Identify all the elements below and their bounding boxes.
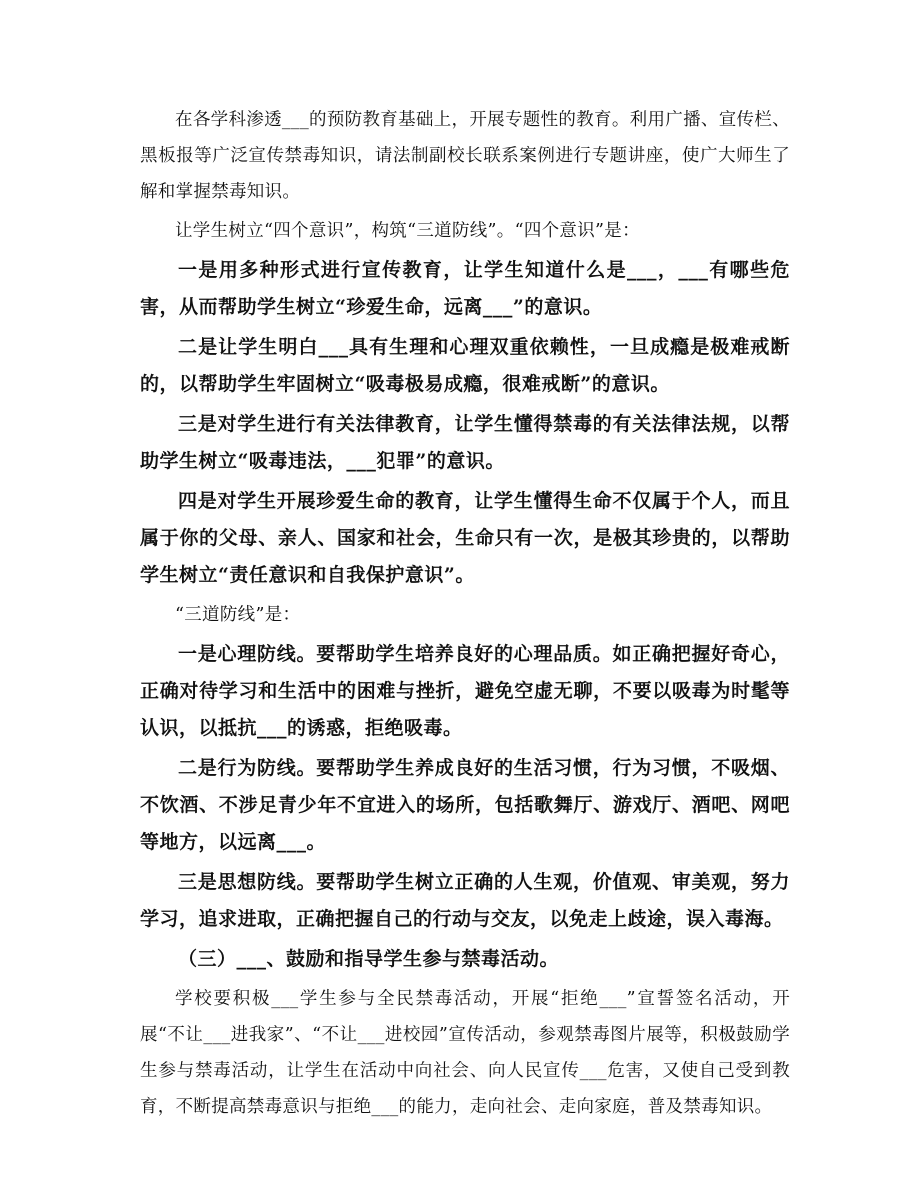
paragraph-three-defenses-intro: “三道防线”是： — [175, 605, 301, 625]
paragraph-defense-psychological: 一是心理防线。要帮助学生培养良好的心理品质。如正确把握好奇心，正确对待学习和生活中的困难与挫折，避免空虚无聊，不要以吸毒为时髦等认识，以抵抗___的诱惑，拒绝吸毒。 — [140, 643, 790, 739]
paragraph-awareness-two: 二是让学生明白___具有生理和心理双重依赖性，一旦成瘾是极难戒断的，以帮助学生牢固树立“吸毒极易成瘾，很难戒断”的意识。 — [140, 336, 790, 395]
document-body — [140, 102, 790, 1125]
paragraph-defense-ideological: 三是思想防线。要帮助学生树立正确的人生观，价值观、审美观，努力学习，追求进取，正确把握自己的行动与交友，以免走上歧途，误入毒海。 — [140, 871, 790, 930]
paragraph-four-awareness-intro: 让学生树立“四个意识”，构筑“三道防线”。“四个意识”是： — [175, 221, 640, 241]
section-heading-three: （三）___、鼓励和指导学生参与禁毒活动。 — [178, 948, 560, 970]
paragraph-defense-behavioral: 二是行为防线。要帮助学生养成良好的生活习惯，行为习惯，不吸烟、不饮酒、不涉足青少年不宜进入的场所，包括歌舞厅、游戏厅、酒吧、网吧等地方，以远离___。 — [140, 757, 790, 853]
paragraph-awareness-one: 一是用多种形式进行宣传教育，让学生知道什么是___，___有哪些危害，从而帮助学生树立“珍爱生命，远离___”的意识。 — [140, 259, 790, 318]
paragraph-awareness-four: 四是对学生开展珍爱生命的教育，让学生懂得生命不仅属于个人，而且属于你的父母、亲人、国家和社会，生命只有一次，是极其珍贵的，以帮助学生树立“责任意识和自我保护意识”。 — [140, 490, 790, 586]
paragraph-school-activities: 学校要积极___学生参与全民禁毒活动，开展“拒绝___”宣誓签名活动，开展“不让___进我家”、“不让___进校园”宣传活动，参观禁毒图片展等，积极鼓励学生参与禁毒活动，让学生在活动中向社会、向人民宣传___危害，又使自己受到教育，不断提高禁毒意识与拒绝___的能力，走向社会、走向家庭，普及禁毒知识。 — [140, 989, 790, 1117]
paragraph-awareness-three: 三是对学生进行有关法律教育，让学生懂得禁毒的有关法律法规，以帮助学生树立“吸毒违法，___犯罪”的意识。 — [140, 413, 790, 472]
paragraph-prevention-education: 在各学科渗透___的预防教育基础上，开展专题性的教育。利用广播、宣传栏、黑板报等广泛宣传禁毒知识，请法制副校长联系案例进行专题讲座，使广大师生了解和掌握禁毒知识。 — [140, 110, 790, 202]
